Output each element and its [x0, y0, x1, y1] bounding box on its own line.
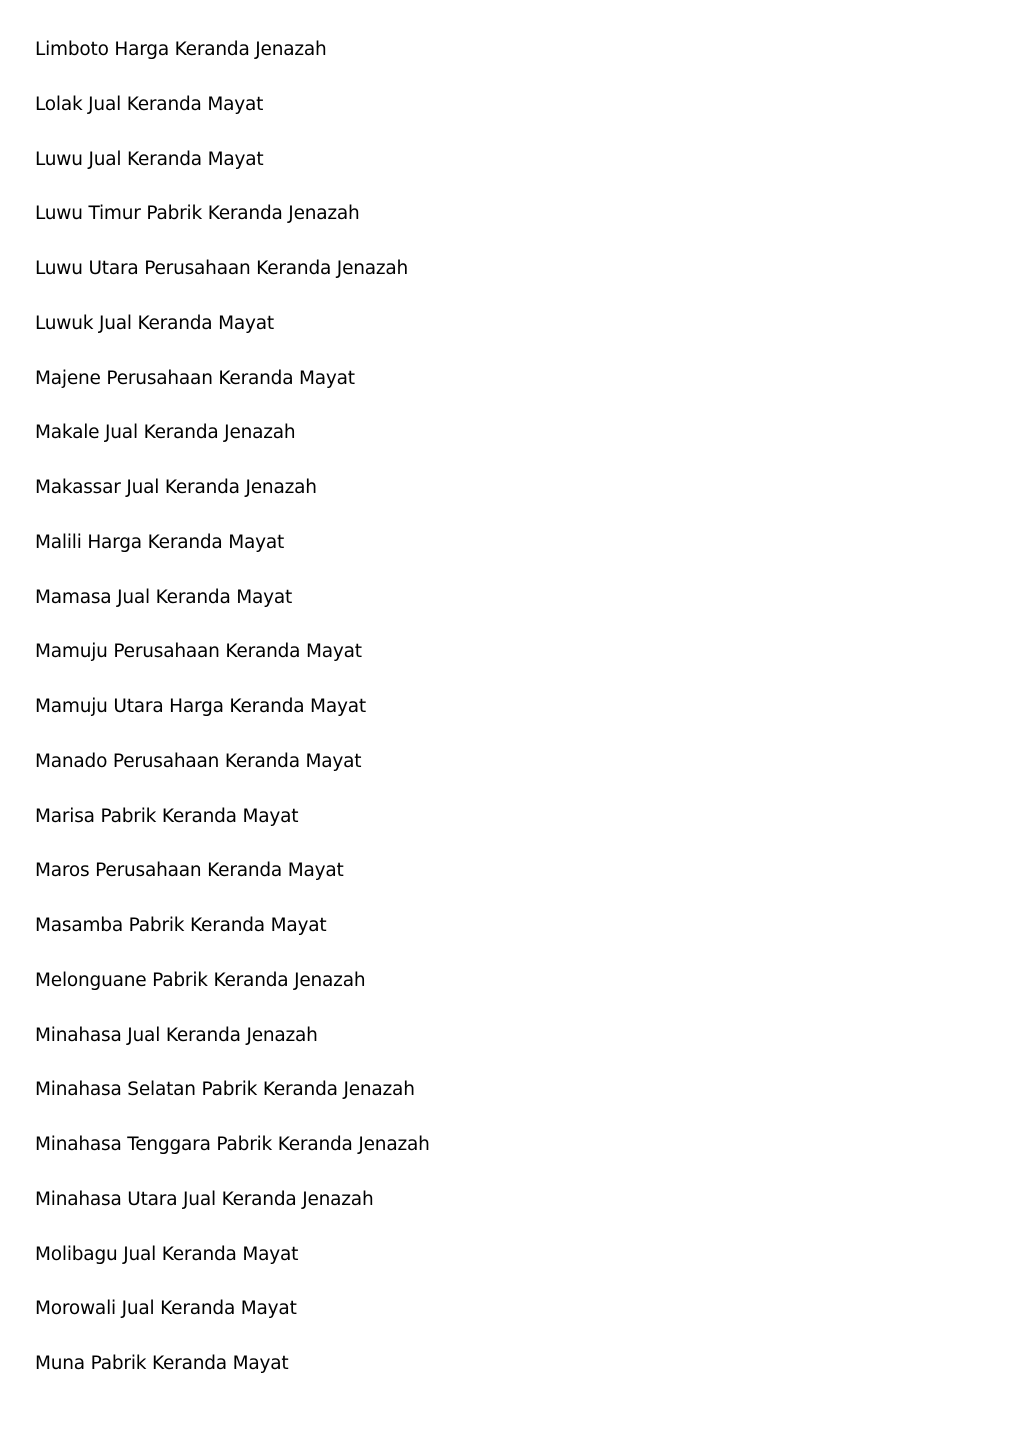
list-item: Minahasa Utara Jual Keranda Jenazah [35, 1188, 374, 1210]
list-item: Mamasa Jual Keranda Mayat [35, 586, 293, 608]
list-item: Manado Perusahaan Keranda Mayat [35, 750, 362, 772]
list-item: Minahasa Tenggara Pabrik Keranda Jenazah [35, 1134, 430, 1155]
list-item: Minahasa Jual Keranda Jenazah [35, 1024, 318, 1046]
list-item: Masamba Pabrik Keranda Mayat [35, 915, 327, 936]
list-item: Luwuk Jual Keranda Mayat [35, 312, 274, 334]
list-item: Mamuju Utara Harga Keranda Mayat [35, 696, 366, 717]
list-item: Lolak Jual Keranda Mayat [35, 93, 264, 115]
list-item: Molibagu Jual Keranda Mayat [35, 1243, 299, 1265]
list-item: Minahasa Selatan Pabrik Keranda Jenazah [35, 1079, 415, 1101]
list-item: Malili Harga Keranda Mayat [35, 531, 285, 553]
list-item: Majene Perusahaan Keranda Mayat [35, 367, 355, 389]
list-item: Mamuju Perusahaan Keranda Mayat [35, 641, 362, 663]
list-item: Maros Perusahaan Keranda Mayat [35, 860, 344, 882]
list-item: Muna Pabrik Keranda Mayat [35, 1353, 289, 1374]
list-item: Marisa Pabrik Keranda Mayat [35, 805, 299, 827]
list-item: Makale Jual Keranda Jenazah [35, 422, 296, 444]
list-item: Luwu Jual Keranda Mayat [35, 148, 264, 170]
keyword-list [35, 36, 430, 1405]
list-item: Makassar Jual Keranda Jenazah [35, 477, 317, 498]
list-item: Luwu Utara Perusahaan Keranda Jenazah [35, 258, 409, 279]
list-item: Luwu Timur Pabrik Keranda Jenazah [35, 203, 360, 225]
list-item: Limboto Harga Keranda Jenazah [35, 39, 327, 60]
list-item: Morowali Jual Keranda Mayat [35, 1298, 297, 1320]
list-item: Melonguane Pabrik Keranda Jenazah [35, 969, 366, 991]
